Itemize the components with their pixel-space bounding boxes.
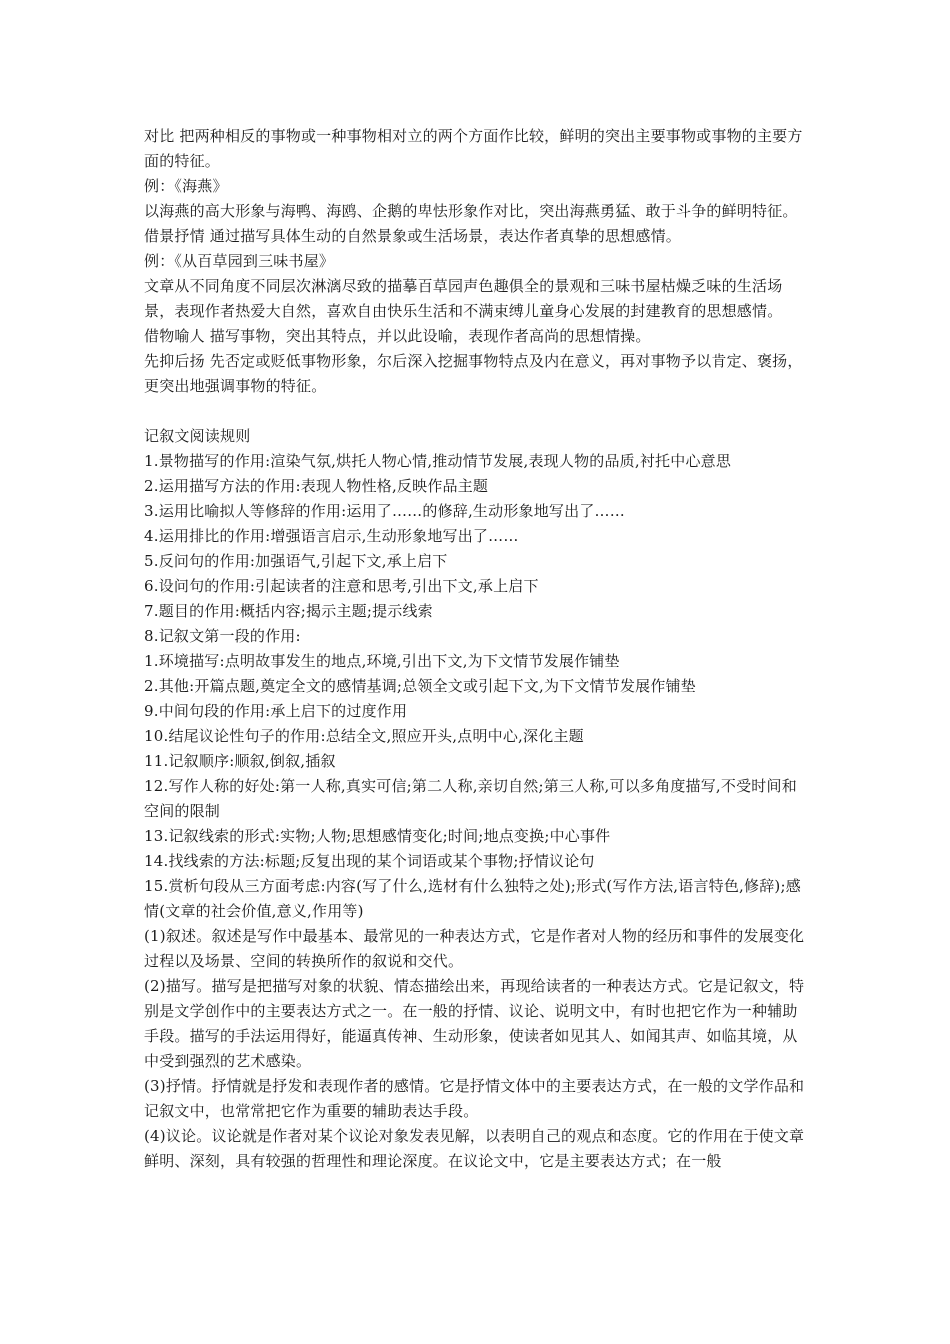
- rule-item: 12.写作人称的好处:第一人称,真实可信;第二人称,亲切自然;第三人称,可以多角度描写,不受时间和空间的限制: [144, 777, 797, 820]
- rule-item: 1.环境描写:点明故事发生的地点,环境,引出下文,为下文情节发展作铺垫: [144, 652, 620, 670]
- paragraph-object-metaphor: 借物喻人 描写事物，突出其特点，并以此设喻，表现作者高尚的思想情操。: [144, 327, 651, 345]
- expression-description: (2)描写。描写是把描写对象的状貌、情态描绘出来，再现给读者的一种表达方式。它是记叙文，特别是文学创作中的主要表达方式之一。在一般的抒情、议论、说明文中，有时也把它作为一种辅助手段。描写的手法运用得好，能逼真传神、生动形象，使读者如见其人、如闻其声、如临其境，从中受到强烈的艺术感染。: [144, 977, 805, 1070]
- rule-item: 14.找线索的方法:标题;反复出现的某个词语或某个事物;抒情议论句: [144, 852, 595, 870]
- rule-item: 13.记叙线索的形式:实物;人物;思想感情变化;时间;地点变换;中心事件: [144, 827, 611, 845]
- rule-item: 2.运用描写方法的作用:表现人物性格,反映作品主题: [144, 477, 489, 495]
- rule-item: 8.记叙文第一段的作用:: [144, 627, 301, 645]
- rule-item: 15.赏析句段从三方面考虑:内容(写了什么,选材有什么独特之处);形式(写作方法,语言特色,修辞);感情(文章的社会价值,意义,作用等): [144, 877, 801, 920]
- section-title-narrative-rules: 记叙文阅读规则: [144, 427, 251, 445]
- paragraph-suppress-then-praise: 先抑后扬 先否定或贬低事物形象，尔后深入挖掘事物特点及内在意义，再对事物予以肯定、褒扬，更突出地强调事物的特征。: [144, 352, 803, 395]
- paragraph-baicaoyuan-example: 文章从不同角度不同层次淋漓尽致的描摹百草园声色趣俱全的景观和三味书屋枯燥乏味的生活场景，表现作者热爱大自然，喜欢自由快乐生活和不满束缚儿童身心发展的封建教育的思想感情。: [144, 277, 783, 320]
- rule-item: 10.结尾议论性句子的作用:总结全文,照应开头,点明中心,深化主题: [144, 727, 584, 745]
- section-spacer: [144, 399, 810, 424]
- rule-item: 9.中间句段的作用:承上启下的过度作用: [144, 702, 408, 720]
- expression-lyric: (3)抒情。抒情就是抒发和表现作者的感情。它是抒情文体中的主要表达方式，在一般的文学作品和记叙文中，也常常把它作为重要的辅助表达手段。: [144, 1077, 805, 1120]
- expression-narration: (1)叙述。叙述是写作中最基本、最常见的一种表达方式，它是作者对人物的经历和事件的发展变化过程以及场景、空间的转换所作的叙说和交代。: [144, 927, 805, 970]
- rule-item: 11.记叙顺序:顺叙,倒叙,插叙: [144, 752, 336, 770]
- rule-item: 7.题目的作用:概括内容;揭示主题;提示线索: [144, 602, 433, 620]
- document-body: [144, 124, 810, 1174]
- rule-item: 5.反问句的作用:加强语气,引起下文,承上启下: [144, 552, 448, 570]
- rule-item: 1.景物描写的作用:渲染气氛,烘托人物心情,推动情节发展,表现人物的品质,衬托中心意思: [144, 452, 732, 470]
- expression-argument: (4)议论。议论就是作者对某个议论对象发表见解，以表明自己的观点和态度。它的作用在于使文章鲜明、深刻，具有较强的哲理性和理论深度。在议论文中，它是主要表达方式；在一般: [144, 1127, 805, 1170]
- rule-item: 3.运用比喻拟人等修辞的作用:运用了……的修辞,生动形象地写出了……: [144, 502, 625, 520]
- paragraph-scene-lyric: 借景抒情 通过描写具体生动的自然景象或生活场景，表达作者真挚的思想感情。: [144, 227, 681, 245]
- paragraph-contrast: 对比 把两种相反的事物或一种事物相对立的两个方面作比较，鲜明的突出主要事物或事物的主要方面的特征。: [144, 127, 803, 170]
- rule-item: 4.运用排比的作用:增强语言启示,生动形象地写出了……: [144, 527, 519, 545]
- example-haiyan-title: 例：《海燕》: [144, 177, 228, 195]
- example-baicaoyuan-title: 例：《从百草园到三味书屋》: [144, 252, 335, 270]
- rule-item: 2.其他:开篇点题,奠定全文的感情基调;总领全文或引起下文,为下文情节发展作铺垫: [144, 677, 696, 695]
- rule-item: 6.设问句的作用:引起读者的注意和思考,引出下文,承上启下: [144, 577, 539, 595]
- paragraph-haiyan-example: 以海燕的高大形象与海鸭、海鸥、企鹅的卑怯形象作对比，突出海燕勇猛、敢于斗争的鲜明特征。: [144, 202, 798, 220]
